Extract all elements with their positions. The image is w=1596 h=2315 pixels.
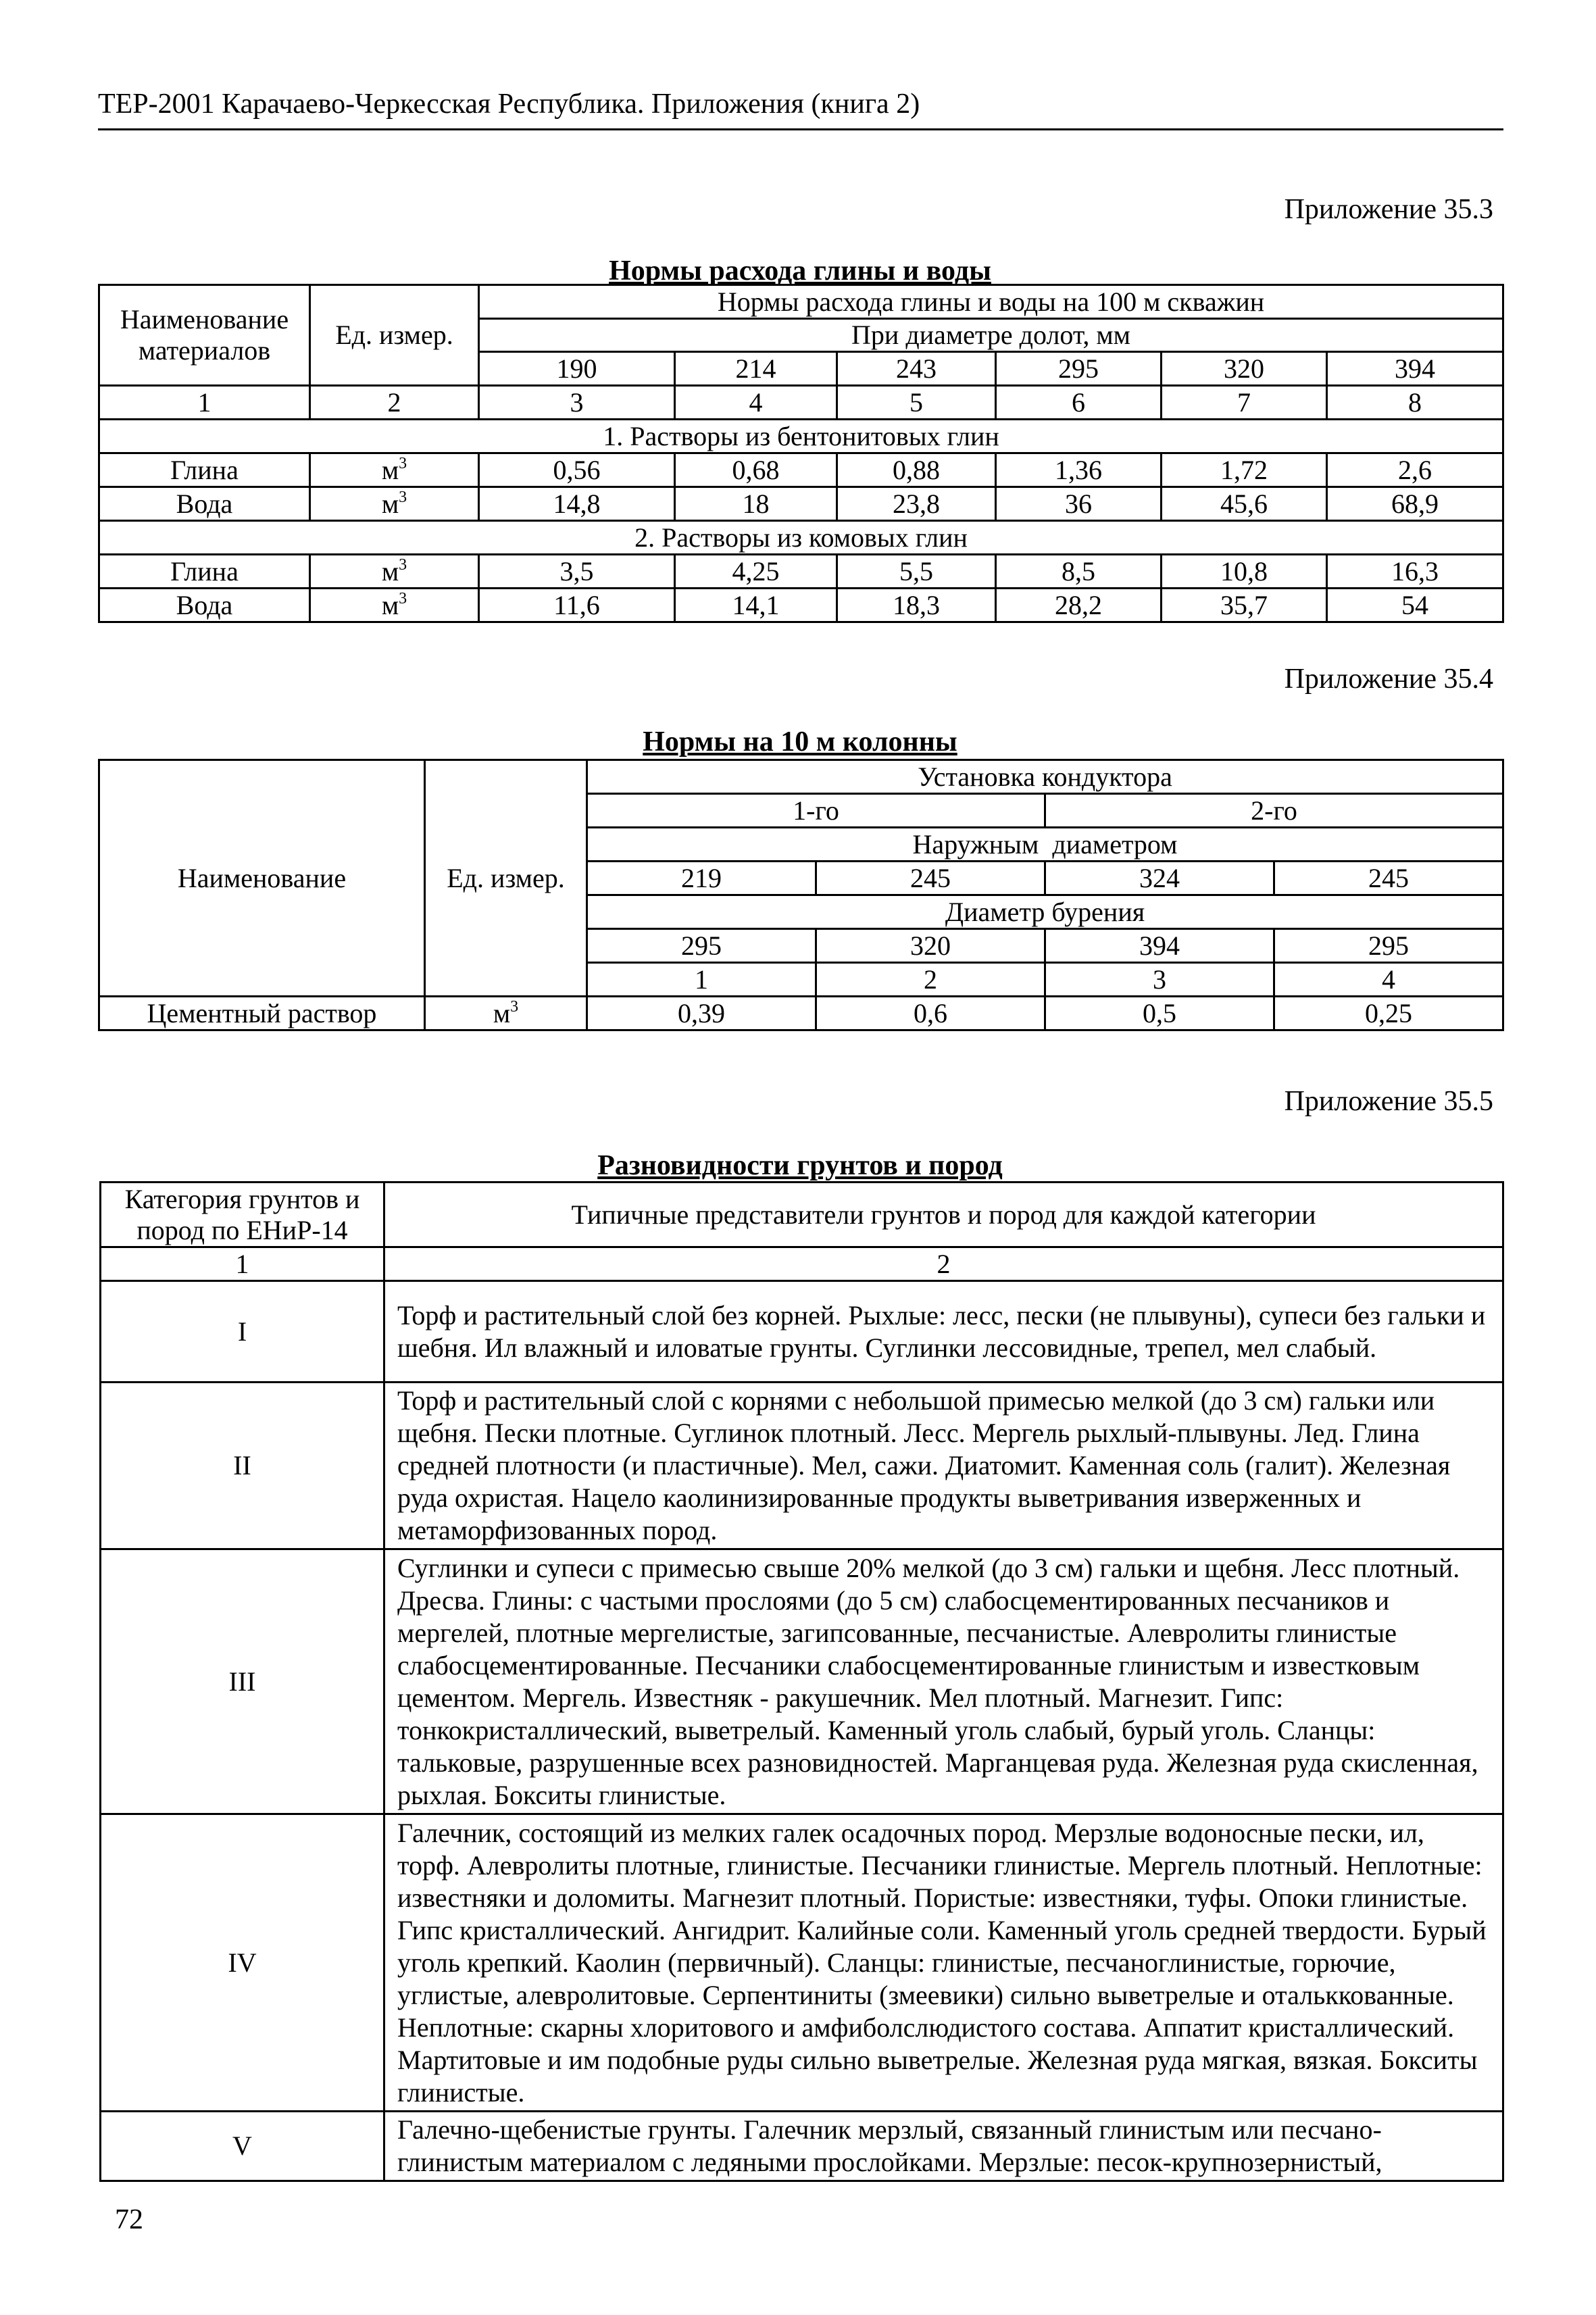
unit-cell: $м^3$ <box>425 997 587 1030</box>
clay-water-norms-table <box>98 284 1504 623</box>
value-cell: 3,5 <box>479 555 675 589</box>
category-cell: II <box>101 1383 384 1549</box>
drill-diameter-value: 295 <box>1274 929 1503 963</box>
column-number: 5 <box>837 386 996 420</box>
header-unit: Ед. измер. <box>425 760 587 997</box>
category-cell: I <box>101 1281 384 1383</box>
diameter-value: 320 <box>1162 352 1327 386</box>
header-name: Наименование <box>99 760 425 997</box>
appendix-label-35-4: Приложение 35.4 <box>1284 664 1493 695</box>
table-row <box>99 555 1503 589</box>
value-cell: 23,8 <box>837 487 996 521</box>
appendix-label-35-5: Приложение 35.5 <box>1284 1086 1493 1117</box>
table-row <box>99 453 1503 487</box>
header-norms: Нормы расхода глины и воды на 100 м скважин <box>479 285 1503 319</box>
header-category: Категория грунтов и пород по ЕНиР-14 <box>101 1183 384 1247</box>
material-name: Глина <box>99 453 310 487</box>
unit-cell: $м^3$ <box>310 453 479 487</box>
header-unit: Ед. измер. <box>310 285 479 386</box>
drill-diameter-value: 394 <box>1045 929 1274 963</box>
column-number: 7 <box>1162 386 1327 420</box>
material-name: Цементный раствор <box>99 997 425 1030</box>
page-number: 72 <box>115 2204 143 2235</box>
header-first: 1-го <box>587 794 1045 828</box>
column-number: 1 <box>101 1247 384 1281</box>
header-bit-diameter: При диаметре долот, мм <box>479 319 1503 352</box>
value-cell: 1,36 <box>996 453 1162 487</box>
group-label: 2. Растворы из комовых глин <box>99 521 1503 555</box>
value-cell: 16,3 <box>1327 555 1503 589</box>
table-row <box>101 2112 1503 2181</box>
value-cell: 2,6 <box>1327 453 1503 487</box>
diameter-value: 295 <box>996 352 1162 386</box>
outer-diameter-value: 324 <box>1045 862 1274 895</box>
value-cell: 10,8 <box>1162 555 1327 589</box>
description-cell: Суглинки и супеси с примесью свыше 20% мелкой (до 3 см) гальки и щебня. Лесс плотный. Дресва. Глины: с частыми прослоями (до 5 см) слабосцементированных песчаников и мергелей, плотные мергелистые, загипсованные, песчанистые. Алевролиты глинистые слабосцементированные. Песчаники слабосцементированные глинистым и известковым цементом. Мергель. Известняк - ракушечник. Мел плотный. Магнезит. Гипс: тонкокристаллический, выветрелый. Каменный уголь слабый, бурый уголь. Сланцы: тальковые, разрушенные всех разновидностей. Марганцевая руда. Железная руда скисленная, рыхлая. Бокситы глинистые. <box>384 1549 1503 1814</box>
value-cell: 45,6 <box>1162 487 1327 521</box>
value-cell: 35,7 <box>1162 589 1327 622</box>
group-label: 1. Растворы из бентонитовых глин <box>99 420 1503 453</box>
header-material-name: Наименование материалов <box>99 285 310 386</box>
column-number: 8 <box>1327 386 1503 420</box>
diameter-value: 214 <box>675 352 837 386</box>
diameter-value: 243 <box>837 352 996 386</box>
value-cell: 14,1 <box>675 589 837 622</box>
description-cell: Торф и растительный слой без корней. Рыхлые: лесс, пески (не плывуны), супеси без гальки и шебня. Ил влажный и иловатые грунты. Суглинки лессовидные, трепел, мел слабый. <box>384 1281 1503 1383</box>
casing-norms-table <box>98 759 1504 1031</box>
header-outer-diameter: Наружным диаметром <box>587 828 1503 862</box>
unit-cell: $м^3$ <box>310 589 479 622</box>
description-cell: Галечно-щебенистые грунты. Галечник мерзлый, связанный глинистым или песчано-глинистым материалом с ледяными прослойками. Мерзлые: песок-крупнозернистый, <box>384 2112 1503 2181</box>
material-name: Вода <box>99 589 310 622</box>
running-header: ТЕР-2001 Карачаево-Черкесская Республика. Приложения (книга 2) <box>98 86 1503 130</box>
column-number: 2 <box>816 963 1045 997</box>
value-cell: 0,39 <box>587 997 816 1030</box>
header-drill-diameter: Диаметр бурения <box>587 895 1503 929</box>
value-cell: 0,68 <box>675 453 837 487</box>
table-row <box>101 1549 1503 1814</box>
value-cell: 14,8 <box>479 487 675 521</box>
table-row <box>99 589 1503 622</box>
value-cell: 8,5 <box>996 555 1162 589</box>
header-typical: Типичные представители грунтов и пород для каждой категории <box>384 1183 1503 1247</box>
table-row <box>101 1814 1503 2112</box>
column-number: 2 <box>384 1247 1503 1281</box>
material-name: Глина <box>99 555 310 589</box>
table-row <box>99 487 1503 521</box>
column-number: 3 <box>479 386 675 420</box>
unit-cell: $м^3$ <box>310 487 479 521</box>
description-cell: Галечник, состоящий из мелких галек осадочных пород. Мерзлые водоносные пески, ил, торф. Алевролиты плотные, глинистые. Песчаники глинистые. Мергель плотный. Неплотные: известняки и доломиты. Магнезит плотный. Пористые: известняки, туфы. Опоки глинистые. Гипс кристаллический. Ангидрит. Калийные соли. Каменный уголь средней твердости. Бурый уголь крепкий. Каолин (первичный). Сланцы: глинистые, песчаноглинистые, горючие, углистые, алевролитовые. Серпентиниты (змеевики) сильно выветрелые и отальккованные. Неплотные: скарны хлоритового и амфиболслюдистого состава. Аппатит кристаллический. Мартитовые и им подобные руды сильно выветрелые. Железная руда мягкая, вязкая. Бокситы глинистые. <box>384 1814 1503 2112</box>
category-cell: IV <box>101 1814 384 2112</box>
value-cell: 18 <box>675 487 837 521</box>
column-number: 2 <box>310 386 479 420</box>
table-row <box>101 1281 1503 1383</box>
value-cell: 0,5 <box>1045 997 1274 1030</box>
soil-categories-table <box>99 1181 1504 2182</box>
column-number: 6 <box>996 386 1162 420</box>
outer-diameter-value: 245 <box>816 862 1045 895</box>
diameter-value: 190 <box>479 352 675 386</box>
column-number: 3 <box>1045 963 1274 997</box>
value-cell: 18,3 <box>837 589 996 622</box>
value-cell: 68,9 <box>1327 487 1503 521</box>
column-number: 4 <box>675 386 837 420</box>
table-title-clay-water: Нормы расхода глины и воды <box>609 255 991 287</box>
value-cell: 1,72 <box>1162 453 1327 487</box>
value-cell: 0,88 <box>837 453 996 487</box>
value-cell: 36 <box>996 487 1162 521</box>
table-title-casing-norms: Нормы на 10 м колонны <box>643 726 957 757</box>
table-row <box>99 997 1503 1030</box>
appendix-label-35-3: Приложение 35.3 <box>1284 194 1493 225</box>
column-number: 4 <box>1274 963 1503 997</box>
outer-diameter-value: 245 <box>1274 862 1503 895</box>
value-cell: 0,25 <box>1274 997 1503 1030</box>
drill-diameter-value: 320 <box>816 929 1045 963</box>
column-number: 1 <box>587 963 816 997</box>
column-number: 1 <box>99 386 310 420</box>
drill-diameter-value: 295 <box>587 929 816 963</box>
value-cell: 0,6 <box>816 997 1045 1030</box>
value-cell: 11,6 <box>479 589 675 622</box>
outer-diameter-value: 219 <box>587 862 816 895</box>
table-title-soil-types: Разновидности грунтов и пород <box>597 1150 1003 1181</box>
category-cell: III <box>101 1549 384 1814</box>
header-conductor-install: Установка кондуктора <box>587 760 1503 794</box>
unit-cell: $м^3$ <box>310 555 479 589</box>
table-row <box>101 1383 1503 1549</box>
value-cell: 4,25 <box>675 555 837 589</box>
value-cell: 0,56 <box>479 453 675 487</box>
diameter-value: 394 <box>1327 352 1503 386</box>
value-cell: 5,5 <box>837 555 996 589</box>
description-cell: Торф и растительный слой с корнями с небольшой примесью мелкой (до 3 см) гальки или щебня. Пески плотные. Суглинок плотный. Лесс. Мергель рыхлый-плывуны. Лед. Глина средней плотности (и пластичные). Мел, сажи. Диатомит. Каменная соль (галит). Железная руда охристая. Нацело каолинизированные продукты выветривания изверженных и метаморфизованных пород. <box>384 1383 1503 1549</box>
value-cell: 28,2 <box>996 589 1162 622</box>
material-name: Вода <box>99 487 310 521</box>
header-second: 2-го <box>1045 794 1503 828</box>
category-cell: V <box>101 2112 384 2181</box>
value-cell: 54 <box>1327 589 1503 622</box>
